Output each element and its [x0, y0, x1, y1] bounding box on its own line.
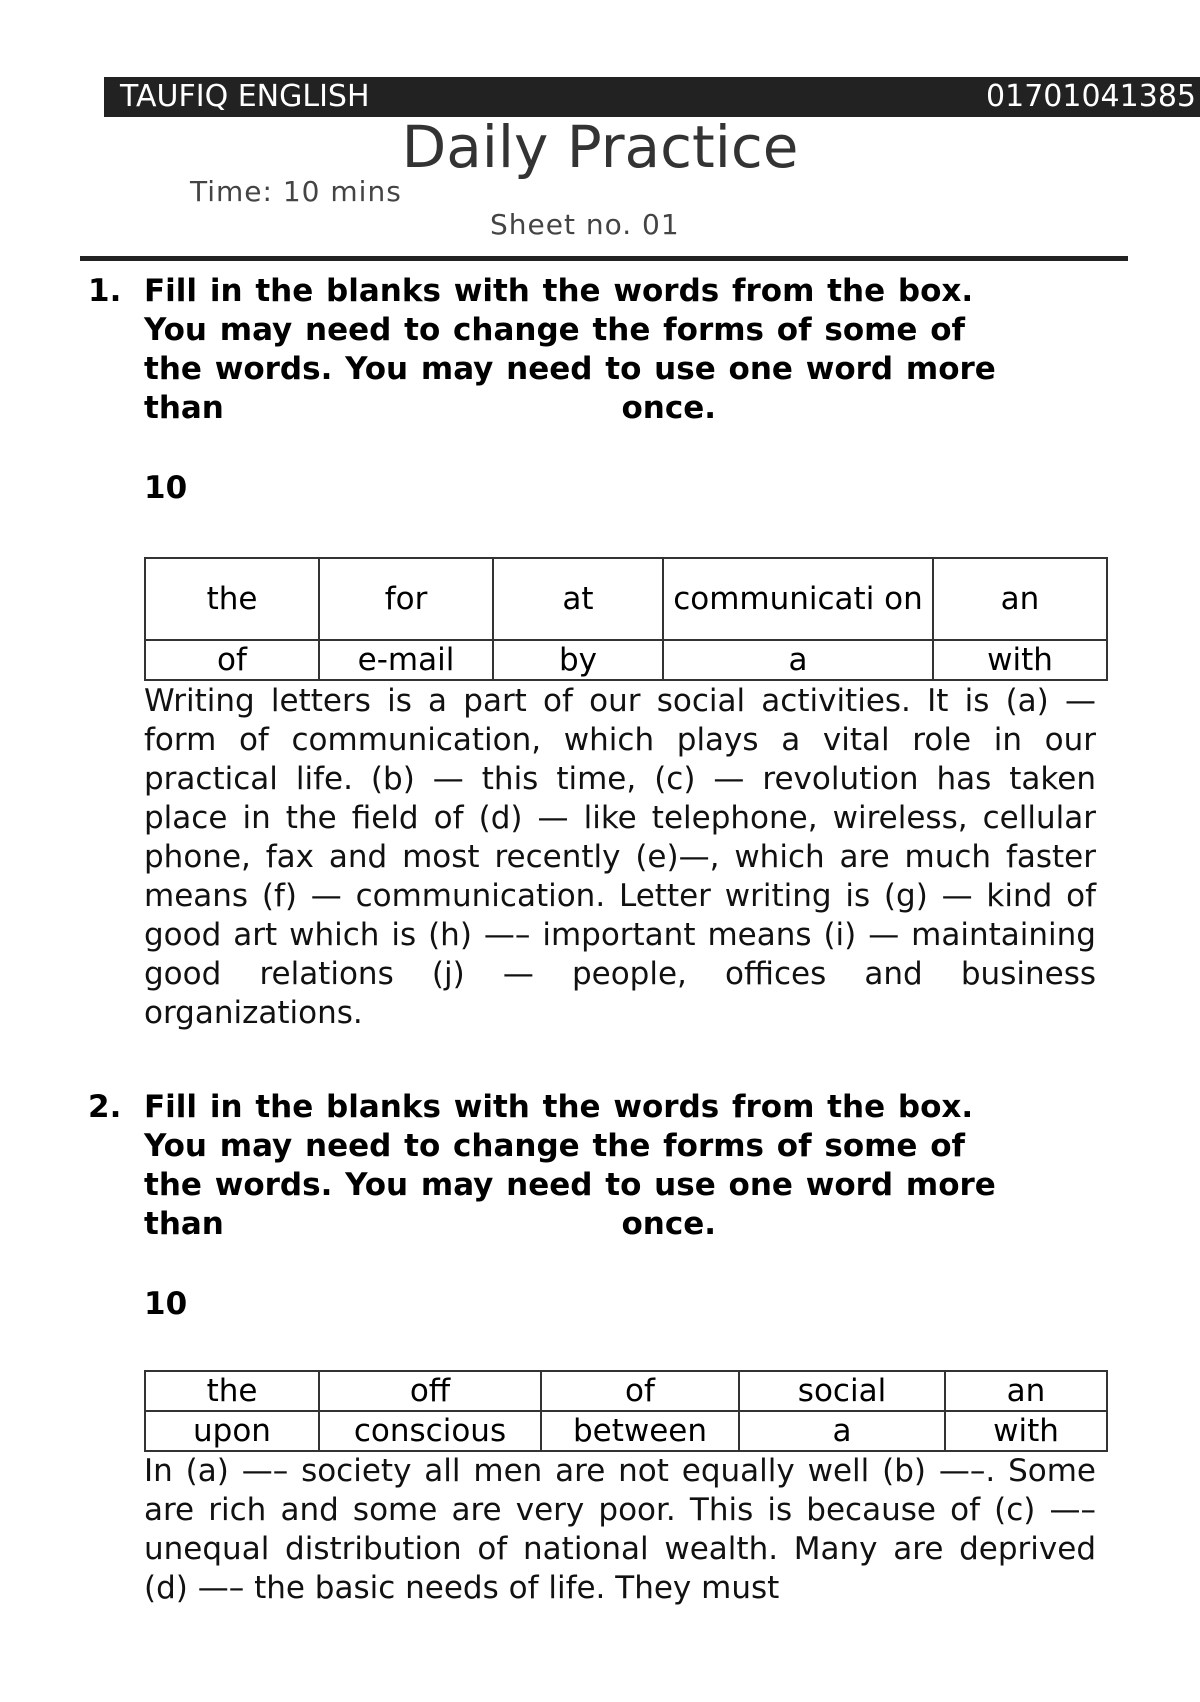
word-box-cell: social: [739, 1371, 945, 1411]
brand-name: TAUFIQ ENGLISH: [120, 79, 370, 114]
phone-number: 01701041385: [986, 79, 1196, 114]
word-box: [144, 557, 1108, 681]
word-box-row: [145, 558, 1107, 640]
word-box-cell: communicati on: [663, 558, 933, 640]
instruction-word: than: [144, 1206, 224, 1242]
instruction-line: the words. You may need to use one word more: [144, 1167, 996, 1203]
word-box-cell: a: [739, 1411, 945, 1451]
word-box-cell: between: [541, 1411, 739, 1451]
word-box-cell: an: [933, 558, 1107, 640]
question-number: 2.: [88, 1089, 122, 1125]
word-box: [144, 1370, 1108, 1452]
word-box-cell: by: [493, 640, 663, 680]
word-box-row: [145, 1411, 1107, 1451]
word-box-cell: the: [145, 1371, 319, 1411]
instruction-line: Fill in the blanks with the words from the box.: [144, 1089, 974, 1125]
question-number: 1.: [88, 273, 122, 309]
word-box-cell: at: [493, 558, 663, 640]
instruction-line: [144, 1205, 1096, 1244]
word-box-cell: with: [933, 640, 1107, 680]
instruction-line: You may need to change the forms of some of: [144, 312, 966, 348]
question-marks: 10: [144, 1286, 188, 1322]
sheet-number: Sheet no. 01: [490, 208, 680, 241]
word-box-cell: the: [145, 558, 319, 640]
word-box-cell: of: [541, 1371, 739, 1411]
word-box-cell: for: [319, 558, 493, 640]
passage-1: Writing letters is a part of our social activities. It is (a) — form of communication, which plays a vital role in our practical life. (b) — this time, (c) — revolution has taken place in the field of (d) — like telephone, wireless, cellular phone, fax and most recently (e)—, which are much faster means (f) — communication. Letter writing is (g) — kind of good art which is (h) —– important means (i) — maintaining good relations (j) — people, offices and business organizations.: [144, 683, 1096, 1031]
question-marks: 10: [144, 470, 188, 506]
question-instruction: [144, 1088, 1096, 1244]
word-box-cell: e-mail: [319, 640, 493, 680]
word-box-row: [145, 640, 1107, 680]
passage-2: In (a) —– society all men are not equally well (b) —–. Some are rich and some are very poor. This is because of (c) —– unequal distribution of national wealth. Many are deprived (d) —– the basic needs of life. They must: [144, 1453, 1096, 1606]
instruction-word: once.: [621, 390, 716, 426]
instruction-line: [144, 389, 1096, 428]
word-box-cell: an: [945, 1371, 1107, 1411]
time-limit: Time: 10 mins: [190, 175, 402, 208]
instruction-line: Fill in the blanks with the words from the box.: [144, 273, 974, 309]
word-box-cell: upon: [145, 1411, 319, 1451]
header-divider: [80, 256, 1128, 261]
instruction-line: You may need to change the forms of some of: [144, 1128, 966, 1164]
instruction-line: the words. You may need to use one word more: [144, 351, 996, 387]
question-instruction: [144, 272, 1096, 428]
word-box-row: [145, 1371, 1107, 1411]
word-box-cell: off: [319, 1371, 541, 1411]
header-bar: [104, 77, 1200, 117]
instruction-word: than: [144, 390, 224, 426]
page-title: Daily Practice: [401, 113, 799, 181]
word-box-cell: with: [945, 1411, 1107, 1451]
word-box-cell: of: [145, 640, 319, 680]
word-box-cell: a: [663, 640, 933, 680]
word-box-cell: conscious: [319, 1411, 541, 1451]
instruction-word: once.: [621, 1206, 716, 1242]
